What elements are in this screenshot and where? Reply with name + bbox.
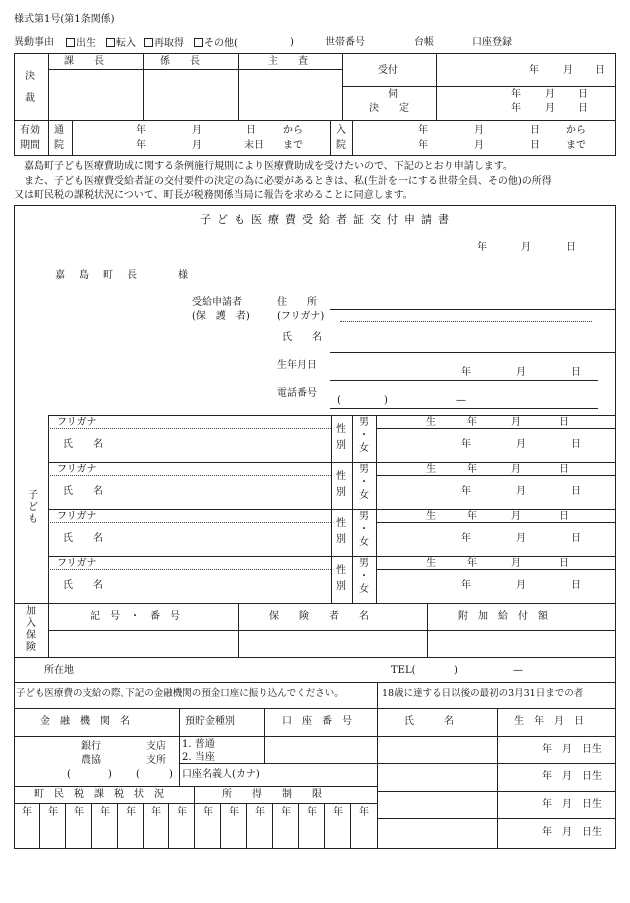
inquiry-label: 伺	[388, 89, 398, 100]
section-chief-header: 課 長	[64, 56, 104, 67]
reason-move-in-checkbox[interactable]: 転入	[106, 38, 136, 49]
ordinary-deposit-option[interactable]: 1. 普通	[182, 739, 215, 750]
household-number-label: 世帯番号	[325, 37, 365, 48]
addressee: 嘉 島 町 長	[55, 270, 139, 281]
consent-paragraph-cont: 又は町民税の課税状況について、町長が税務関係当局に報告を求めることに同意します。	[14, 190, 413, 201]
address-label: 住 所	[277, 297, 317, 308]
location-tel-label: TEL(	[391, 665, 416, 676]
age-limit-notice: 18歳に達する日以後の最初の3月31日までの者	[382, 688, 584, 699]
furigana-label: (フリガナ)	[277, 311, 325, 322]
income-limit-header: 所 得 制 限	[222, 789, 322, 800]
received-label: 受付	[378, 65, 398, 76]
reason-reacquire-checkbox[interactable]: 再取得	[144, 38, 184, 49]
application-title: 子ども医療費受給者証交付申請書	[200, 213, 455, 226]
form-number: 様式第1号(第1条関係)	[14, 14, 115, 25]
account-holder-label: 口座名義人(カナ)	[182, 769, 260, 780]
inspector-header: 主 査	[268, 56, 308, 67]
reason-birth-checkbox[interactable]: 出生	[66, 38, 96, 49]
current-deposit-option[interactable]: 2. 当座	[182, 752, 215, 763]
account-registration-label: 口座登録	[472, 37, 512, 48]
checkbox-icon	[144, 38, 153, 47]
bank-transfer-notice: 子ども医療費の支給の際､下記の金融機関の預金口座に振り込んでください｡	[16, 688, 340, 699]
decision-label: 決 定	[369, 103, 409, 114]
account-number-header: 口 座 番 号	[282, 716, 352, 727]
birthdate-header: 生 年 月 日	[514, 716, 584, 727]
additional-benefit-header: 附 加 給 付 額	[458, 611, 548, 622]
deposit-type-header: 預貯金種別	[185, 716, 235, 727]
children-label: 子ども	[28, 490, 38, 525]
location-label: 所在地	[44, 665, 74, 676]
holder-name-header: 氏 名	[404, 716, 454, 727]
checkbox-icon	[194, 38, 203, 47]
checkbox-icon	[66, 38, 75, 47]
reason-other-checkbox[interactable]: その他(	[194, 38, 238, 49]
consent-paragraph: また、子ども医療費受給者証の交付要件の決定の為に必要があるときは、私(生計を一にする世帯全員、その他)の所得	[24, 176, 552, 187]
applicant-label: 受給申請者	[192, 297, 242, 308]
name-label: 氏 名	[282, 332, 322, 343]
checkbox-icon	[106, 38, 115, 47]
reason-label: 異動事由	[14, 37, 54, 48]
subsection-chief-header: 係 長	[160, 56, 200, 67]
phone-label: 電話番号	[277, 388, 317, 399]
insurer-name-header: 保 険 者 名	[269, 611, 369, 622]
intro-paragraph: 嘉島町子ども医療費助成に関する条例施行規則により医療費助成を受けたいので、下記のとおり申請します。	[24, 161, 513, 172]
ledger-label: 台帳	[414, 37, 434, 48]
bank-name-header: 金 融 機 関 名	[40, 716, 130, 727]
birthdate-label: 生年月日	[277, 360, 317, 371]
insurance-number-header: 記 号 ・ 番 号	[90, 611, 180, 622]
tax-status-header: 町 民 税 課 税 状 況	[34, 789, 164, 800]
